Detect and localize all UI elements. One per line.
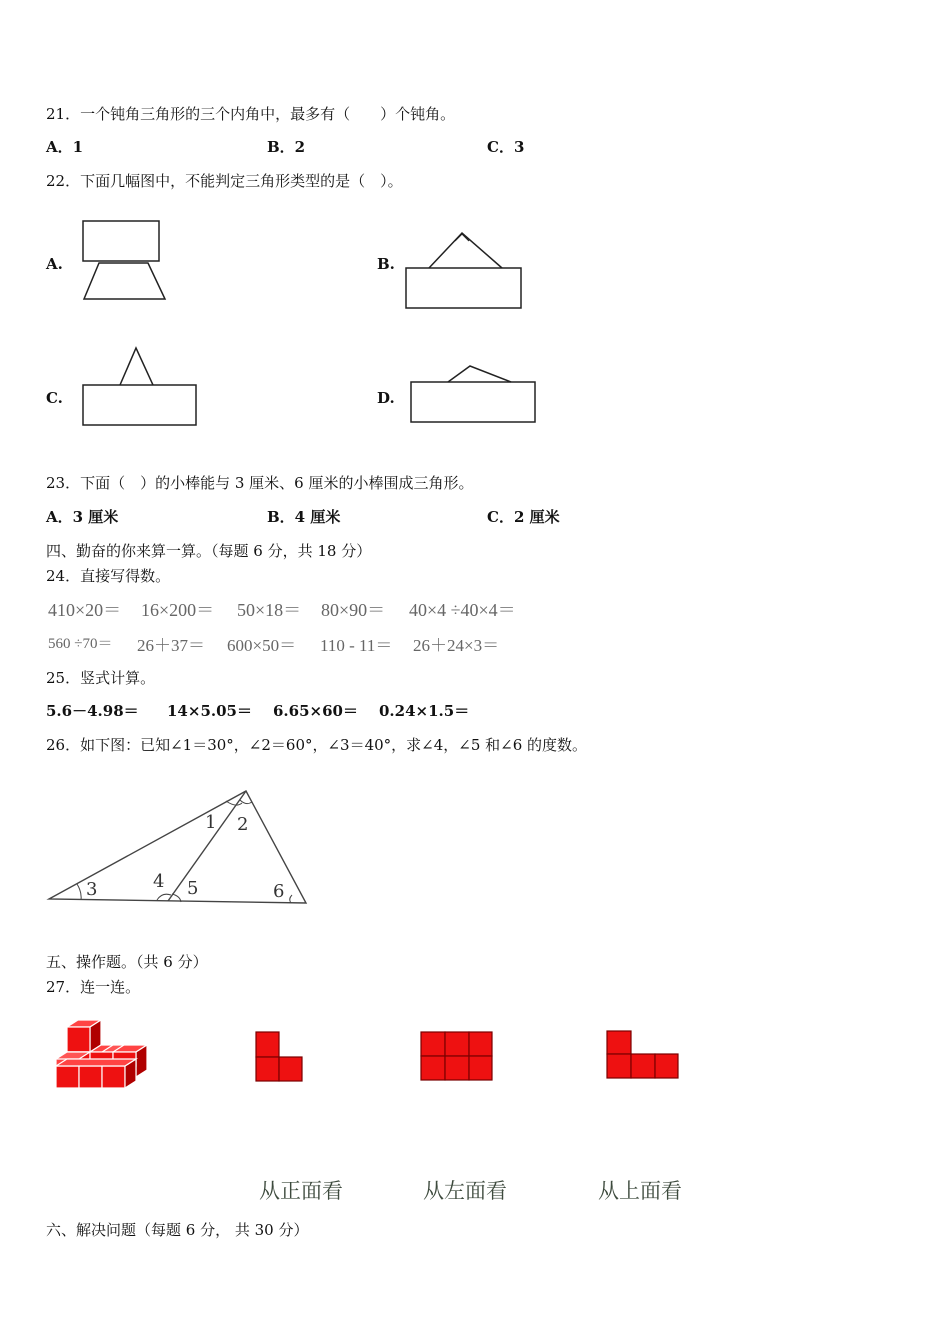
question-27: 27．连一连。 [46,978,141,996]
option-21-a: A．1 [46,138,84,156]
option-21-c: C．3 [487,138,525,156]
calc-item: 410×20＝ [48,600,122,620]
section-5-heading: 五、操作题。（共 6 分） [46,953,208,971]
calc-item: 16×200＝ [141,600,215,620]
calc-item: 560 ÷70＝ [48,636,113,652]
option-22-b: B. [377,255,395,273]
vertical-calc-item: 14×5.05＝ [167,702,252,720]
angle-label-4: 4 [153,871,165,892]
question-24: 24．直接写得数。 [46,567,171,585]
option-23-c: C．2 厘米 [487,508,560,526]
calc-item: 600×50＝ [227,636,297,655]
calc-item: 110 - 11＝ [320,636,393,655]
vertical-calc-item: 5.6－4.98＝ [46,702,139,720]
angle-label-6: 6 [273,881,285,902]
question-25: 25．竖式计算。 [46,669,156,687]
calc-item: 26＋37＝ [137,636,205,655]
calc-item: 40×4 ÷40×4＝ [409,600,516,620]
angle-label-5: 5 [187,878,199,899]
section-6-heading: 六、解决问题（每题 6 分， 共 30 分） [46,1221,309,1239]
vertical-calc-item: 6.65×60＝ [273,702,358,720]
view-label-front: 从正面看 [259,1179,343,1203]
view-label-top: 从上面看 [598,1179,682,1203]
section-4-heading: 四、勤奋的你来算一算。（每题 6 分，共 18 分） [46,542,372,560]
option-23-b: B．4 厘米 [267,508,341,526]
question-23: 23．下面（ ）的小棒能与 3 厘米、6 厘米的小棒围成三角形。 [46,474,474,492]
calc-item: 26＋24×3＝ [413,636,500,655]
angle-label-1: 1 [205,812,217,833]
question-22: 22．下面几幅图中，不能判定三角形类型的是（ ）。 [46,172,403,190]
question-21: 21．一个钝角三角形的三个内角中，最多有（ ）个钝角。 [46,105,456,123]
angle-label-3: 3 [86,879,98,900]
option-21-b: B．2 [267,138,306,156]
option-23-a: A．3 厘米 [46,508,119,526]
vertical-calc-item: 0.24×1.5＝ [379,702,470,720]
angle-label-2: 2 [237,814,249,835]
option-22-d: D. [377,389,395,407]
option-22-a: A. [46,255,63,273]
view-label-left: 从左面看 [423,1179,507,1203]
option-22-c: C. [46,389,63,407]
calc-item: 80×90＝ [321,600,386,620]
question-26: 26．如下图：已知∠1＝30°，∠2＝60°，∠3＝40°，求∠4，∠5 和∠6 的度数。 [46,736,588,754]
calc-item: 50×18＝ [237,600,302,620]
